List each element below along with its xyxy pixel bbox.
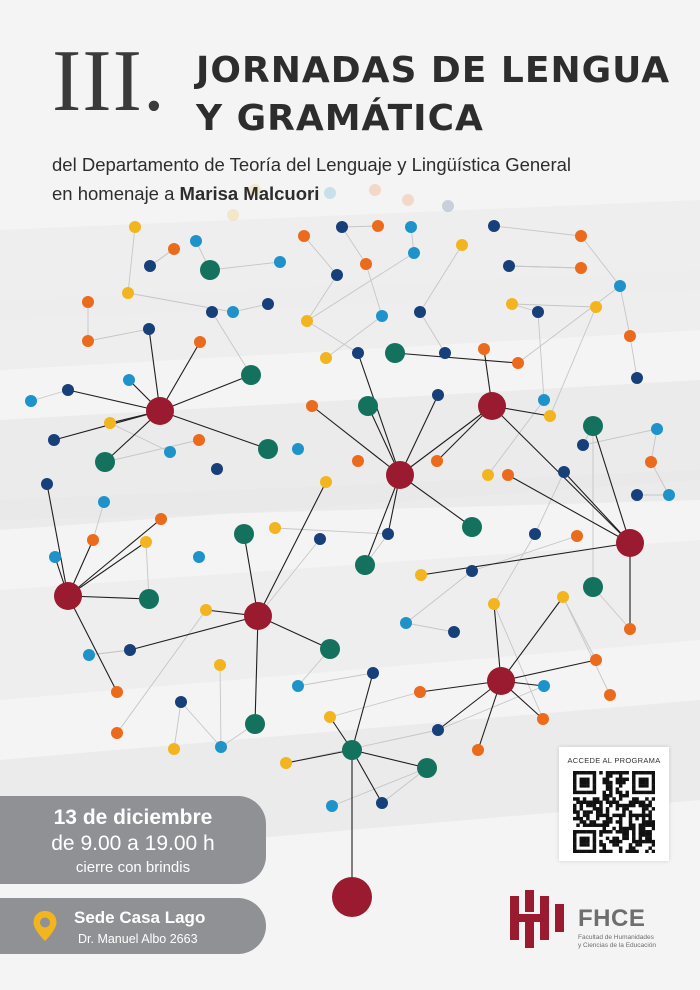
network-major-node <box>462 517 482 537</box>
network-major-node <box>417 758 437 778</box>
network-node-faded <box>369 184 381 196</box>
date-box <box>0 796 266 884</box>
network-node <box>190 235 202 247</box>
network-node <box>111 686 123 698</box>
network-node <box>571 530 583 542</box>
network-node <box>87 534 99 546</box>
network-node <box>206 306 218 318</box>
network-major-node <box>258 439 278 459</box>
network-node <box>372 220 384 232</box>
network-major-node <box>95 452 115 472</box>
venue-address: Dr. Manuel Albo 2663 <box>78 932 198 946</box>
event-note: cierre con brindis <box>75 859 191 876</box>
qr-label: ACCEDE AL PROGRAMA <box>567 756 661 765</box>
network-edge <box>160 375 251 411</box>
network-node <box>82 296 94 308</box>
logo-subtitle <box>578 934 668 950</box>
network-node <box>314 533 326 545</box>
event-date: 13 de diciembre <box>53 806 213 829</box>
network-hub-node <box>478 392 506 420</box>
network-node <box>320 476 332 488</box>
network-hub-node <box>616 529 644 557</box>
network-major-node <box>385 343 405 363</box>
network-major-node <box>355 555 375 575</box>
network-node <box>124 644 136 656</box>
network-node <box>376 310 388 322</box>
network-node <box>558 466 570 478</box>
network-node <box>537 713 549 725</box>
network-node <box>168 243 180 255</box>
subtitle-homage <box>52 185 319 204</box>
network-node <box>488 598 500 610</box>
network-node-faded <box>402 194 414 206</box>
network-node <box>663 489 675 501</box>
network-node <box>193 434 205 446</box>
network-major-node <box>241 365 261 385</box>
logo-acronym: FHCE <box>578 905 646 932</box>
network-node <box>645 456 657 468</box>
network-hub-node <box>146 397 174 425</box>
network-node <box>456 239 468 251</box>
network-node <box>532 306 544 318</box>
network-node <box>538 680 550 692</box>
network-major-node <box>200 260 220 280</box>
network-node <box>193 551 205 563</box>
network-node <box>292 443 304 455</box>
network-node <box>25 395 37 407</box>
network-node <box>538 394 550 406</box>
network-node <box>83 649 95 661</box>
network-node <box>269 522 281 534</box>
logo-subtitle-line1: Facultad de Humanidades <box>578 934 654 941</box>
network-node <box>415 569 427 581</box>
network-major-node <box>245 714 265 734</box>
network-edge <box>174 702 181 749</box>
network-node <box>631 372 643 384</box>
network-node <box>400 617 412 629</box>
qr-code[interactable] <box>573 771 655 853</box>
network-node <box>631 489 643 501</box>
network-node <box>376 797 388 809</box>
network-node <box>529 528 541 540</box>
network-edge <box>68 390 160 411</box>
network-node <box>123 374 135 386</box>
network-node <box>472 744 484 756</box>
network-edge <box>330 692 420 717</box>
edition-number: III. <box>52 33 166 130</box>
network-node <box>624 623 636 635</box>
network-edge <box>275 528 388 534</box>
network-node <box>111 727 123 739</box>
location-pin-icon <box>32 910 58 942</box>
qr-card[interactable] <box>559 747 669 861</box>
network-node <box>320 352 332 364</box>
network-node <box>432 389 444 401</box>
network-node <box>298 230 310 242</box>
network-edge <box>501 660 596 681</box>
network-node <box>211 463 223 475</box>
network-node <box>326 800 338 812</box>
network-edge <box>395 353 518 363</box>
network-major-node <box>342 740 362 760</box>
network-node-faded <box>442 200 454 212</box>
network-node <box>306 400 318 412</box>
title-line-2: Y GRAMÁTICA <box>196 98 484 139</box>
network-node <box>280 757 292 769</box>
network-node <box>292 680 304 692</box>
network-node <box>82 335 94 347</box>
network-node <box>502 469 514 481</box>
network-node <box>414 306 426 318</box>
network-node <box>98 496 110 508</box>
network-major-node <box>234 524 254 544</box>
network-node <box>431 455 443 467</box>
network-node <box>62 384 74 396</box>
title-line-1: JORNADAS DE LENGUA <box>196 50 671 91</box>
network-node <box>614 280 626 292</box>
network-node <box>352 347 364 359</box>
network-node <box>274 256 286 268</box>
network-node <box>155 513 167 525</box>
network-major-node <box>358 396 378 416</box>
network-node <box>129 221 141 233</box>
venue-box <box>0 898 266 954</box>
network-node <box>262 298 274 310</box>
network-node <box>432 724 444 736</box>
network-node <box>577 439 589 451</box>
network-node <box>575 262 587 274</box>
network-node <box>215 741 227 753</box>
fhce-logo-icon <box>510 890 570 948</box>
network-node <box>301 315 313 327</box>
network-node <box>331 269 343 281</box>
network-hub-node <box>54 582 82 610</box>
network-node <box>408 247 420 259</box>
network-node <box>414 686 426 698</box>
network-node-faded <box>324 187 336 199</box>
network-node <box>488 220 500 232</box>
network-hub-node <box>487 667 515 695</box>
network-node <box>48 434 60 446</box>
network-node <box>164 446 176 458</box>
network-edge <box>298 673 373 686</box>
network-node <box>590 654 602 666</box>
network-node <box>590 301 602 313</box>
network-node <box>336 221 348 233</box>
event-time: de 9.00 a 19.00 h <box>51 832 215 855</box>
network-node <box>405 221 417 233</box>
network-node <box>575 230 587 242</box>
network-node <box>122 287 134 299</box>
network-node <box>324 711 336 723</box>
network-hub-node <box>386 461 414 489</box>
network-major-node <box>320 639 340 659</box>
network-node <box>360 258 372 270</box>
network-major-node <box>583 577 603 597</box>
network-node <box>448 626 460 638</box>
network-node <box>41 478 53 490</box>
network-node <box>175 696 187 708</box>
network-node <box>624 330 636 342</box>
logo-subtitle-line2: y Ciencias de la Educación <box>578 941 657 949</box>
network-hub-node <box>244 602 272 630</box>
network-node <box>227 306 239 318</box>
network-node <box>604 689 616 701</box>
network-major-node <box>583 416 603 436</box>
network-node <box>49 551 61 563</box>
network-major-node <box>139 589 159 609</box>
network-node <box>544 410 556 422</box>
network-edge <box>181 702 221 747</box>
network-node <box>367 667 379 679</box>
network-node <box>382 528 394 540</box>
network-node <box>200 604 212 616</box>
honoree-name: Marisa Malcuori <box>179 183 320 204</box>
network-node <box>512 357 524 369</box>
network-node <box>143 323 155 335</box>
network-node <box>104 417 116 429</box>
network-node <box>439 347 451 359</box>
network-node <box>352 455 364 467</box>
network-hub-node <box>332 877 372 917</box>
subtitle-department: del Departamento de Teoría del Lenguaje y Lingüística General <box>52 154 572 175</box>
network-node <box>506 298 518 310</box>
network-node <box>168 743 180 755</box>
network-node-faded <box>227 209 239 221</box>
network-edge <box>630 336 637 378</box>
network-node <box>503 260 515 272</box>
network-node <box>466 565 478 577</box>
network-node <box>651 423 663 435</box>
venue-name: Sede Casa Lago <box>74 908 206 927</box>
network-node <box>478 343 490 355</box>
network-node <box>140 536 152 548</box>
network-node <box>194 336 206 348</box>
network-node <box>214 659 226 671</box>
network-node <box>557 591 569 603</box>
network-node <box>144 260 156 272</box>
homage-prefix: en homenaje a <box>52 183 180 204</box>
network-node <box>482 469 494 481</box>
